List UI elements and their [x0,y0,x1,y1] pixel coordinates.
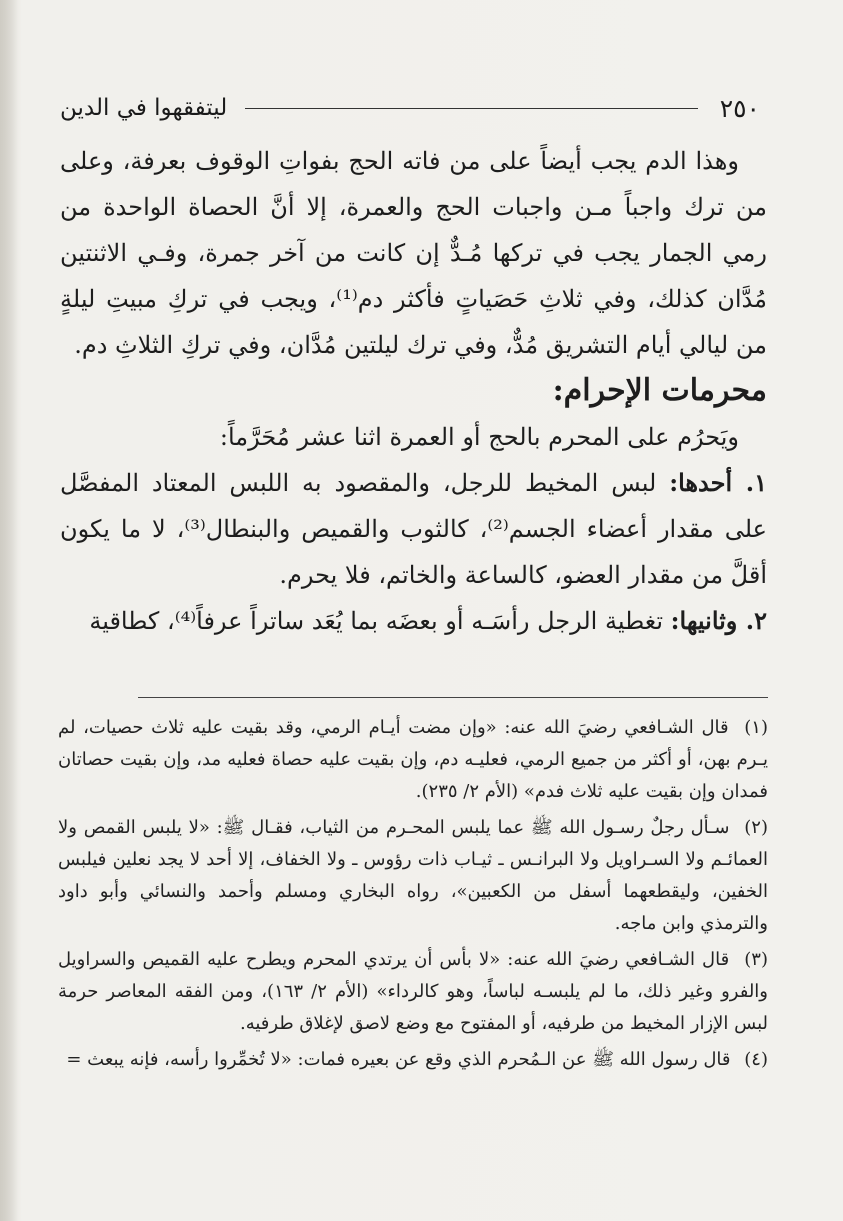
list-item-2-text: تغطية الرجل رأسَـه أو بعضَه بما يُعَد ساتراً عرفاً⁽⁴⁾، كطاقية [89,607,664,635]
main-text [60,138,767,644]
section-heading: محرمات الإحرام: [552,373,767,408]
list-item-2-lead: ٢. وثانيها: [670,606,767,635]
spine-shadow [0,0,18,1221]
footnote-divider [138,697,768,698]
list-item-1 [60,460,767,598]
list-item-1-text: لبس المخيط للرجل، والمقصود به اللبس المعتاد المفصَّل على مقدار أعضاء الجسم⁽²⁾، كالثوب والقميص والبنطال⁽³⁾، لا ما يكون أقلَّ من مقدار العضو، كالساعة والخاتم، فلا يحرم. [60,469,767,589]
footnote-1-number: (١) [744,717,768,738]
footnote-2-text: سـأل رجلٌ رسـول الله ﷺ عما يلبس المحـرم من الثياب، فقـال ﷺ: «لا يلبس القمص ولا العمائـم ولا السـراويل ولا البرانـس ـ ثيـاب ذات رؤوس ـ ولا الخفاف، إلا أحد لا يجد نعلين فيلبس الخفين، وليقطعهما أسفل من الكعبين»، رواه البخاري ومسلم وأحمد والنسائي وأبو داود والترمذي وابن ماجه. [58,817,768,934]
footnotes [58,712,768,1080]
running-title: ليتفقهوا في الدين [60,95,228,121]
paragraph-blood-penalty: وهذا الدم يجب أيضاً على من فاته الحج بفواتِ الوقوف بعرفة، وعلى من ترك واجباً مـن واجبات الحج والعمرة، إلا أنَّ الحصاة الواحدة من رمي الجمار يجب في تركها مُـدٌّ إن كانت من آخر جمرة، وفـي الاثنتين مُدَّان كذلك، وفي ثلاثِ حَصَياتٍ فأكثر دم⁽¹⁾، ويجب في تركِ مبيتِ ليلةٍ من ليالي أيام التشريق مُدٌّ، وفي ترك ليلتين مُدَّان، وفي تركِ الثلاثِ دم. [60,147,768,359]
page-number: ٢٥٠ [719,93,760,123]
footnote-2 [58,812,768,940]
footnote-3 [58,944,768,1040]
footnote-1-text: قال الشـافعي رضيَ الله عنه: «وإن مضت أيـام الرمي، وقد بقيت عليه ثلاث حصيات، لم يـرم بهن، أو أكثر من جميع الرمي، فعليـه دم، وإن بقيت عليه حصاة فعليه مد، وإن بقيت حصاتان فمدان وإن بقيت عليه ثلاث فدم» (الأم ٢/ ٢٣٥). [58,717,768,802]
footnote-3-number: (٣) [744,949,768,970]
footnote-4-text: قال رسول الله ﷺ عن الـمُحرم الذي وقع عن بعيره فمات: «لا تُخمِّروا رأسه، فإنه يبعث = [66,1049,731,1070]
prohibitions-intro: ويَحرُم على المحرم بالحج أو العمرة اثنا عشر مُحَرَّماً: [219,423,739,451]
header-rule [245,108,698,109]
list-item-1-lead: ١. أحدها: [669,468,767,497]
page-header [60,90,760,126]
footnote-1 [58,712,768,808]
footnote-4 [58,1044,768,1076]
footnote-4-number: (٤) [744,1049,768,1070]
footnote-2-number: (٢) [744,817,768,838]
list-item-2 [60,598,767,644]
footnote-3-text: قال الشـافعي رضيَ الله عنه: «لا بأس أن يرتدي المحرم ويطرح عليه القميص والسراويل والفرو وغير ذلك، ما لم يلبسـه لباساً، وهو كالرداء» (الأم ٢/ ١٦٣)، ومن الفقه المعاصر حرمة لبس الإزار المخيط من طرفيه، أو المفتوح مع وضع لاصق لإغلاق طرفيه. [58,949,768,1034]
